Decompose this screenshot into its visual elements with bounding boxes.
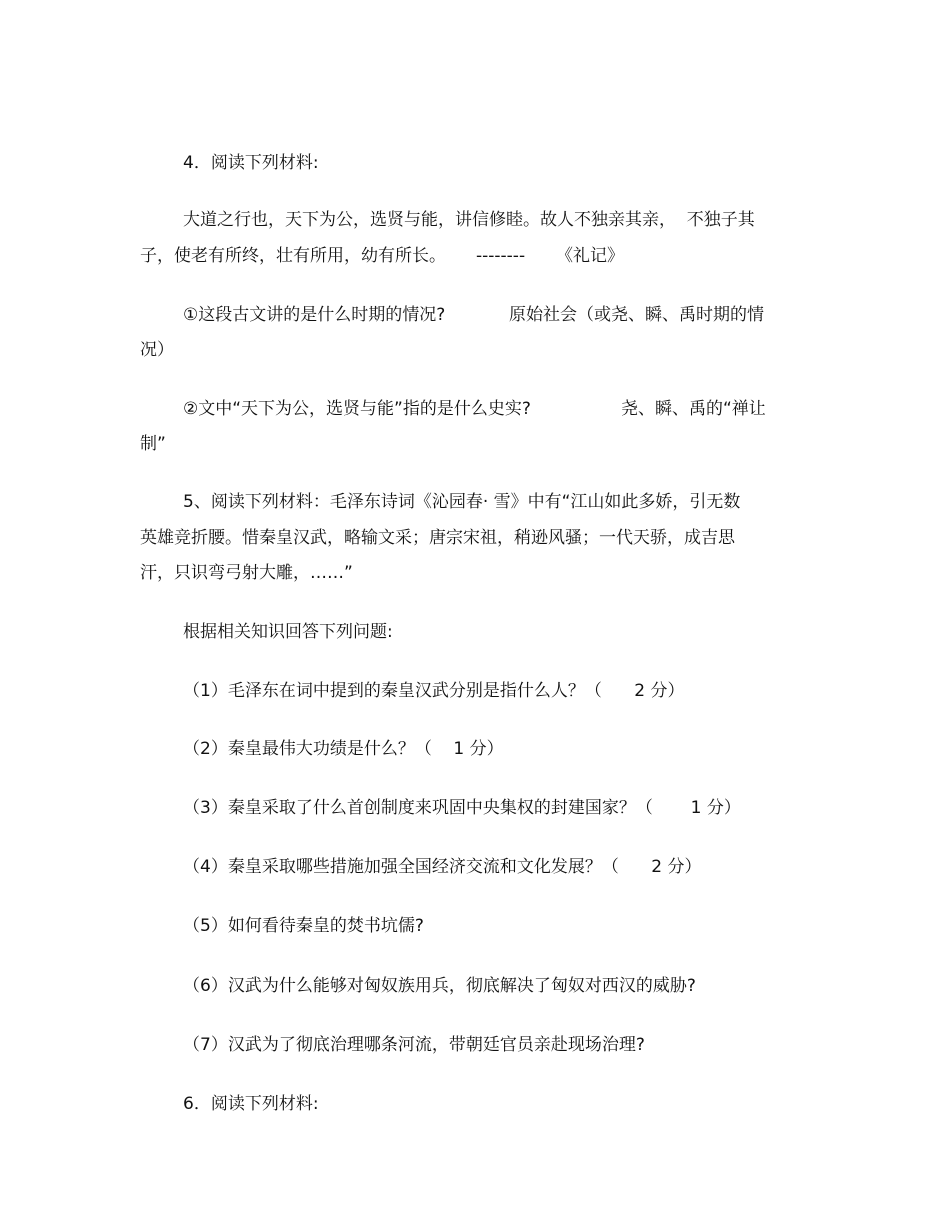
q5-question-4: （4）秦皇采取哪些措施加强全国经济交流和文化发展？（ 2 分） (183, 857, 702, 877)
q4-sub1-answer: 原始社会（或尧、瞬、禹时期的情 (509, 305, 764, 325)
q5-question-1: （1）毛泽东在词中提到的秦皇汉武分别是指什么人？（ 2 分） (183, 681, 685, 701)
q4-sub2-question: ②文中“天下为公，选贤与能”指的是什么史实? (183, 399, 531, 419)
q4-sub1-question: ①这段古文讲的是什么时期的情况? (183, 305, 446, 325)
q4-sub2-answer-continued: 制” (140, 434, 166, 454)
q5-heading-line-2: 英雄竞折腰。惜秦皇汉武，略输文采；唐宗宋祖，稍逊风骚；一代天骄，成吉思 (140, 528, 735, 548)
q4-sub2-answer: 尧、瞬、禹的“禅让 (621, 399, 766, 419)
q4-passage-text: 子，使老有所终，壮有所用，幼有所长。 (140, 246, 446, 266)
q5-question-5: （5）如何看待秦皇的焚书坑儒? (183, 916, 424, 936)
q5-question-6: （6）汉武为什么能够对匈奴族用兵，彻底解决了匈奴对西汉的威胁? (183, 976, 696, 996)
q6-heading: 6．阅读下列材料: (183, 1094, 319, 1114)
q5-question-3: （3）秦皇采取了什么首创制度来巩固中央集权的封建国家？（ 1 分） (183, 798, 741, 818)
q4-sub2-line (183, 398, 803, 420)
q4-sub1-answer-continued: 况） (140, 340, 174, 360)
q4-sub1-line (183, 304, 803, 326)
q5-question-7: （7）汉武为了彻底治理哪条河流，带朝廷官员亲赴现场治理? (183, 1035, 645, 1055)
q4-passage-dash: -------- (476, 246, 526, 266)
q5-question-2: （2）秦皇最伟大功绩是什么？（ 1 分） (183, 739, 504, 759)
q4-passage-line-1: 大道之行也，天下为公，选贤与能，讲信修睦。故人不独亲其亲， 不独子其 (183, 210, 755, 230)
q4-passage-line-2 (140, 245, 840, 267)
q4-heading: 4．阅读下列材料: (183, 153, 319, 173)
q5-heading-line-1: 5、阅读下列材料：毛泽东诗词《沁园春· 雪》中有“江山如此多娇，引无数 (183, 492, 741, 512)
q5-heading-line-3: 汗，只识弯弓射大雕，……” (140, 563, 353, 583)
q5-instruction: 根据相关知识回答下列问题: (183, 622, 393, 642)
q4-passage-source: 《礼记》 (556, 246, 624, 266)
